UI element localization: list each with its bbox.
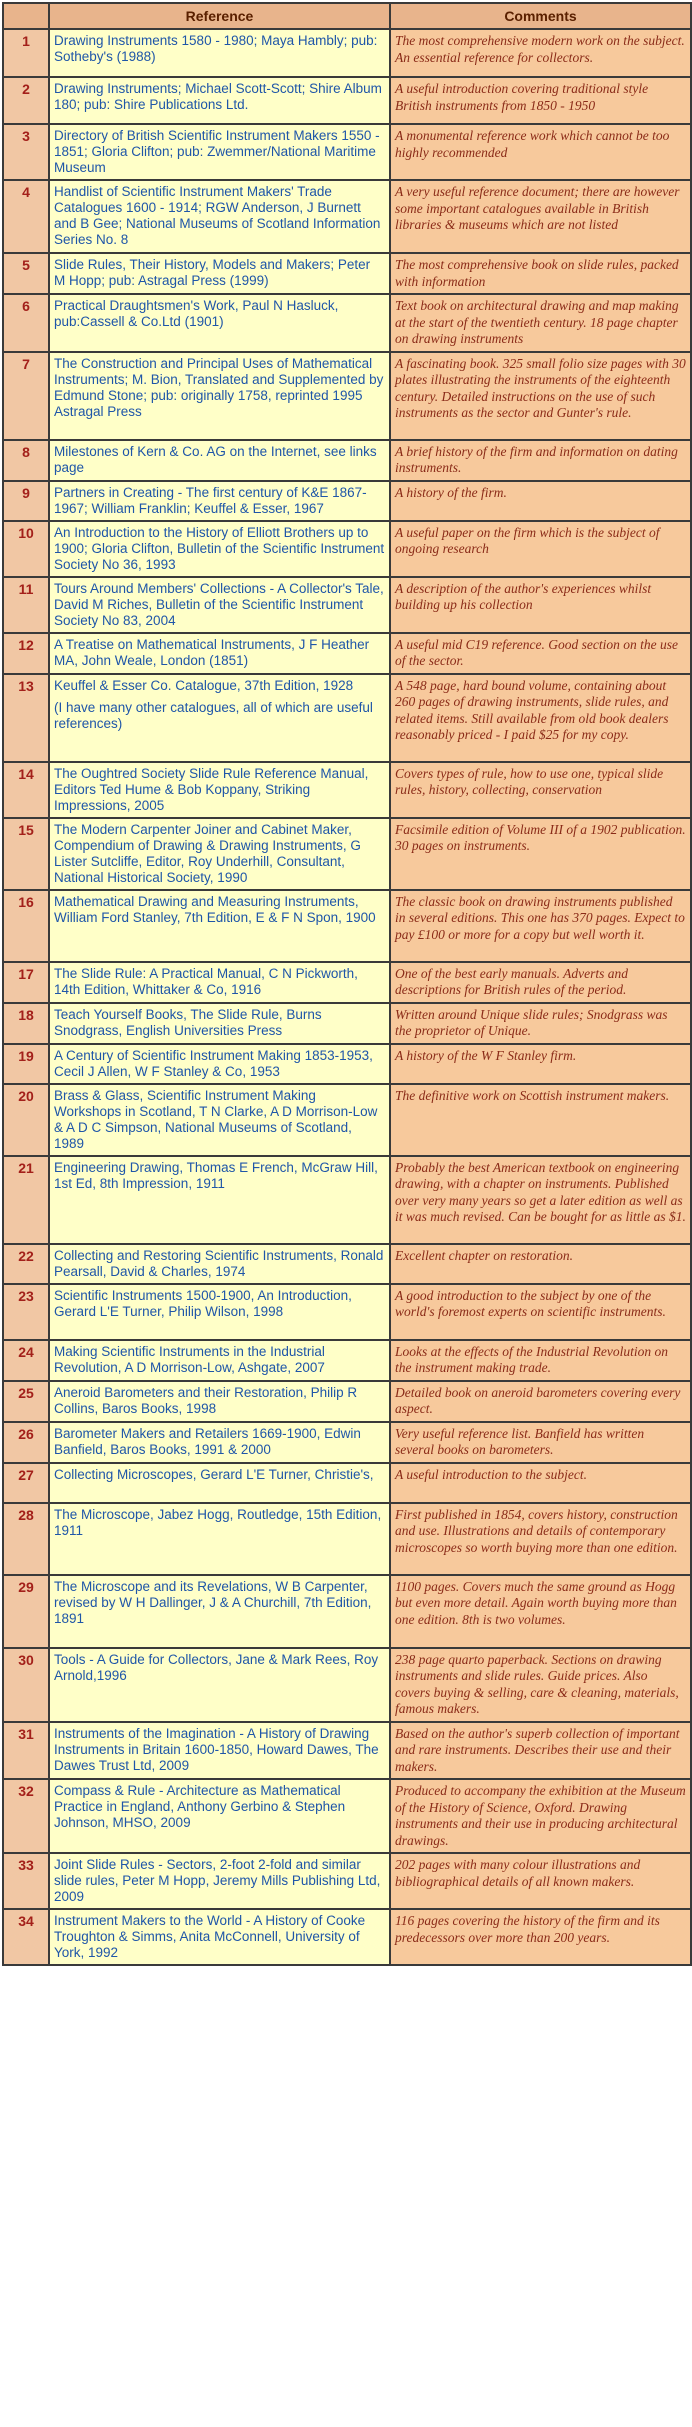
reference-text: Joint Slide Rules - Sectors, 2-foot 2-fold and similar slide rules, Peter M Hopp, Jeremy Mills Publishing Ltd, 2009 — [54, 1857, 381, 1904]
table-row — [3, 674, 691, 762]
row-number: 34 — [3, 1909, 49, 1965]
table-row — [3, 1853, 691, 1909]
reference-text: Drawing Instruments; Michael Scott-Scott; Shire Album 180; pub: Shire Publications Ltd. — [54, 81, 382, 112]
comment-cell: Looks at the effects of the Industrial Revolution on the instrument making trade. — [390, 1340, 691, 1381]
row-number: 4 — [3, 180, 49, 253]
reference-cell — [49, 1156, 390, 1244]
comment-cell: A useful introduction covering traditional style British instruments from 1850 - 1950 — [390, 77, 691, 124]
comment-cell: A monumental reference work which cannot be too highly recommended — [390, 124, 691, 180]
row-number: 13 — [3, 674, 49, 762]
reference-cell — [49, 1503, 390, 1575]
table-row — [3, 1422, 691, 1463]
reference-cell — [49, 1779, 390, 1853]
reference-text: A Treatise on Mathematical Instruments, J F Heather MA, John Weale, London (1851) — [54, 636, 370, 668]
comment-cell: Facsimile edition of Volume III of a 1902 publication. 30 pages on instruments. — [390, 818, 691, 890]
table-row — [3, 1084, 691, 1156]
reference-text: The Construction and Principal Uses of Mathematical Instruments; M. Bion, Translated and Supplemented by Edmund Stone; pub: originally 1758, reprinted 1995 Astragal Press — [54, 355, 384, 419]
reference-cell — [49, 1381, 390, 1422]
comment-cell: Detailed book on aneroid barometers covering every aspect. — [390, 1381, 691, 1422]
reference-cell — [49, 481, 390, 521]
comment-cell: A history of the firm. — [390, 481, 691, 521]
comment-cell: The most comprehensive book on slide rules, packed with information — [390, 253, 691, 294]
table-row — [3, 1503, 691, 1575]
row-number: 20 — [3, 1084, 49, 1156]
table-row — [3, 1003, 691, 1044]
row-number: 22 — [3, 1244, 49, 1284]
comment-cell: Based on the author's superb collection of important and rare instruments. Describes their use and their makers. — [390, 1722, 691, 1780]
row-number: 7 — [3, 352, 49, 440]
reference-text: A Century of Scientific Instrument Making 1853-1953, Cecil J Allen, W F Stanley & Co, 1953 — [54, 1047, 373, 1079]
row-number: 23 — [3, 1284, 49, 1340]
reference-text: Directory of British Scientific Instrument Makers 1550 - 1851; Gloria Clifton; pub: Zwemmer/National Maritime Museum — [54, 128, 380, 175]
comment-cell: Written around Unique slide rules; Snodgrass was the proprietor of Unique. — [390, 1003, 691, 1044]
reference-cell — [49, 1909, 390, 1965]
table-row — [3, 124, 691, 180]
comment-cell: Covers types of rule, how to use one, typical slide rules, history, collecting, conservation — [390, 762, 691, 818]
row-number: 3 — [3, 124, 49, 180]
reference-text: Instrument Makers to the World - A History of Cooke Troughton & Simms, Anita McConnell, University of York, 1992 — [54, 1913, 366, 1960]
reference-text: Instruments of the Imagination - A History of Drawing Instruments in Britain 1600-1850, Howard Dawes, The Dawes Trust Ltd, 2009 — [54, 1725, 379, 1773]
row-number: 9 — [3, 481, 49, 521]
table-row — [3, 1156, 691, 1244]
reference-note: (I have many other catalogues, all of which are useful references) — [54, 699, 373, 731]
reference-cell — [49, 521, 390, 577]
reference-cell — [49, 1003, 390, 1044]
reference-cell — [49, 1853, 390, 1909]
reference-text: Collecting Microscopes, Gerard L'E Turner, Christie's, — [54, 1466, 374, 1482]
table-row — [3, 1909, 691, 1965]
comment-cell: Probably the best American textbook on engineering drawing, with a chapter on instruments. Published over very many years so get a later edition as well as it was much revised. Can be bought for as little as $1. — [390, 1156, 691, 1244]
row-number: 16 — [3, 890, 49, 962]
table-row — [3, 253, 691, 294]
reference-text: The Microscope, Jabez Hogg, Routledge, 15th Edition, 1911 — [54, 1506, 382, 1538]
reference-cell — [49, 29, 390, 77]
comment-cell: First published in 1854, covers history, construction and use. Illustrations and details of contemporary microscopes so worth buying more than one edition. — [390, 1503, 691, 1575]
row-number: 12 — [3, 633, 49, 674]
reference-text: Aneroid Barometers and their Restoration, Philip R Collins, Baros Books, 1998 — [54, 1384, 358, 1416]
comment-cell: 1100 pages. Covers much the same ground as Hogg but even more detail. Again worth buying more than one edition. 8th is two volumes. — [390, 1575, 691, 1648]
reference-text: The Microscope and its Revelations, W B Carpenter, revised by W H Dallinger, J & A Churchill, 7th Edition, 1891 — [54, 1578, 372, 1626]
reference-text: Compass & Rule - Architecture as Mathematical Practice in England, Anthony Gerbino & Stephen Johnson, MHSO, 2009 — [54, 1783, 346, 1830]
reference-cell — [49, 1575, 390, 1648]
comment-cell: A useful introduction to the subject. — [390, 1463, 691, 1503]
comment-cell: Produced to accompany the exhibition at the Museum of the History of Science, Oxford. Drawing instruments and their use in producing architectural drawings. — [390, 1779, 691, 1853]
reference-text: Tours Around Members' Collections - A Collector's Tale, David M Riches, Bulletin of the Scientific Instrument Society No 83, 2004 — [54, 580, 384, 628]
table-row — [3, 890, 691, 962]
reference-cell — [49, 77, 390, 124]
table-row — [3, 633, 691, 674]
reference-cell — [49, 1463, 390, 1503]
row-number: 30 — [3, 1648, 49, 1722]
reference-text: Brass & Glass, Scientific Instrument Making Workshops in Scotland, T N Clarke, A D Morrison-Low & A D C Simpson, National Museums of Scotland, 1989 — [54, 1087, 378, 1151]
comment-cell: A useful mid C19 reference. Good section on the use of the sector. — [390, 633, 691, 674]
reference-text: Engineering Drawing, Thomas E French, McGraw Hill, 1st Ed, 8th Impression, 1911 — [54, 1159, 378, 1191]
reference-cell — [49, 890, 390, 962]
comment-cell: 238 page quarto paperback. Sections on drawing instruments and slide rules. Guide prices. Also covers buying & selling, care & cleaning, materials, famous makers. — [390, 1648, 691, 1722]
row-number: 26 — [3, 1422, 49, 1463]
row-number: 24 — [3, 1340, 49, 1381]
comment-cell: The definitive work on Scottish instrument makers. — [390, 1084, 691, 1156]
table-row — [3, 77, 691, 124]
reference-text: Tools - A Guide for Collectors, Jane & Mark Rees, Roy Arnold,1996 — [54, 1651, 379, 1683]
reference-cell — [49, 1084, 390, 1156]
row-number: 32 — [3, 1779, 49, 1853]
reference-text: Drawing Instruments 1580 - 1980; Maya Hambly; pub: Sotheby's (1988) — [54, 33, 378, 64]
references-table — [2, 2, 692, 1966]
reference-cell — [49, 1422, 390, 1463]
row-number: 19 — [3, 1044, 49, 1084]
comment-cell: A good introduction to the subject by one of the world's foremost experts on scientific instruments. — [390, 1284, 691, 1340]
row-number: 8 — [3, 440, 49, 481]
comment-cell: 116 pages covering the history of the firm and its predecessors over more than 200 years. — [390, 1909, 691, 1965]
reference-cell — [49, 577, 390, 633]
reference-cell — [49, 1284, 390, 1340]
row-number: 6 — [3, 294, 49, 352]
reference-cell — [49, 1044, 390, 1084]
table-row — [3, 1722, 691, 1780]
reference-cell — [49, 1244, 390, 1284]
reference-cell — [49, 633, 390, 674]
comment-cell: A description of the author's experiences whilst building up his collection — [390, 577, 691, 633]
table-row — [3, 1340, 691, 1381]
row-number: 11 — [3, 577, 49, 633]
reference-text: The Modern Carpenter Joiner and Cabinet Maker, Compendium of Drawing & Drawing Instruments, G Lister Sutcliffe, Editor, Roy Underhill, Consultant, National Historical Society, 1990 — [54, 821, 361, 885]
table-row — [3, 352, 691, 440]
reference-text: Mathematical Drawing and Measuring Instruments, William Ford Stanley, 7th Edition, E & F N Spon, 1900 — [54, 893, 376, 925]
table-row — [3, 818, 691, 890]
reference-text: An Introduction to the History of Elliott Brothers up to 1900; Gloria Clifton, Bulletin of the Scientific Instrument Society No 36, 1993 — [54, 524, 385, 572]
reference-cell — [49, 1340, 390, 1381]
table-row — [3, 1284, 691, 1340]
reference-cell — [49, 253, 390, 294]
reference-text: Practical Draughtsmen's Work, Paul N Hasluck, pub:Cassell & Co.Ltd (1901) — [54, 298, 339, 329]
row-number: 21 — [3, 1156, 49, 1244]
table-row — [3, 1779, 691, 1853]
row-number: 27 — [3, 1463, 49, 1503]
table-row — [3, 180, 691, 253]
table-row — [3, 577, 691, 633]
reference-text: Partners in Creating - The first century of K&E 1867-1967; William Franklin; Keuffel & Esser, 1967 — [54, 484, 367, 516]
reference-text: Slide Rules, Their History, Models and Makers; Peter M Hopp; pub: Astragal Press (1999) — [54, 257, 371, 288]
row-number: 29 — [3, 1575, 49, 1648]
row-number: 2 — [3, 77, 49, 124]
table-row — [3, 521, 691, 577]
row-number: 25 — [3, 1381, 49, 1422]
row-number: 5 — [3, 253, 49, 294]
reference-cell — [49, 1648, 390, 1722]
reference-cell — [49, 124, 390, 180]
comments-column-header: Comments — [390, 3, 691, 29]
reference-cell — [49, 440, 390, 481]
row-number: 15 — [3, 818, 49, 890]
comment-cell: The most comprehensive modern work on the subject. An essential reference for collectors. — [390, 29, 691, 77]
reference-text: Milestones of Kern & Co. AG on the Internet, see links page — [54, 443, 377, 475]
reference-text: Making Scientific Instruments in the Industrial Revolution, A D Morrison-Low, Ashgate, 2007 — [54, 1343, 325, 1375]
number-column-header — [3, 3, 49, 29]
reference-text: The Slide Rule: A Practical Manual, C N Pickworth, 14th Edition, Whittaker & Co, 1916 — [54, 965, 358, 997]
reference-cell — [49, 352, 390, 440]
row-number: 17 — [3, 962, 49, 1003]
comment-cell: Very useful reference list. Banfield has written several books on barometers. — [390, 1422, 691, 1463]
reference-cell — [49, 180, 390, 253]
comment-cell: 202 pages with many colour illustrations and bibliographical details of all known makers. — [390, 1853, 691, 1909]
comment-cell: A history of the W F Stanley firm. — [390, 1044, 691, 1084]
row-number: 10 — [3, 521, 49, 577]
reference-cell — [49, 674, 390, 762]
comment-cell: A very useful reference document; there are however some important catalogues available in British libraries & museums which are not listed — [390, 180, 691, 253]
reference-text: Collecting and Restoring Scientific Instruments, Ronald Pearsall, David & Charles, 1974 — [54, 1247, 384, 1279]
reference-cell — [49, 818, 390, 890]
reference-text: Scientific Instruments 1500-1900, An Introduction, Gerard L'E Turner, Philip Wilson, 1998 — [54, 1287, 352, 1319]
row-number: 14 — [3, 762, 49, 818]
table-row — [3, 29, 691, 77]
reference-text: The Oughtred Society Slide Rule Reference Manual, Editors Ted Hume & Bob Koppany, Striking Impressions, 2005 — [54, 765, 369, 813]
table-row — [3, 294, 691, 352]
comment-cell: One of the best early manuals. Adverts and descriptions for British rules of the period. — [390, 962, 691, 1003]
table-row — [3, 1044, 691, 1084]
comment-cell: Excellent chapter on restoration. — [390, 1244, 691, 1284]
reference-cell — [49, 294, 390, 352]
row-number: 31 — [3, 1722, 49, 1780]
reference-text: Handlist of Scientific Instrument Makers' Trade Catalogues 1600 - 1914; RGW Anderson, J Burnett and B Gee; National Museums of Scotland Information Series No. 8 — [54, 184, 381, 247]
reference-cell — [49, 962, 390, 1003]
row-number: 18 — [3, 1003, 49, 1044]
reference-cell — [49, 1722, 390, 1780]
table-row — [3, 1648, 691, 1722]
table-row — [3, 962, 691, 1003]
comment-cell: A 548 page, hard bound volume, containing about 260 pages of drawing instruments, slide rules, and related items. Still available from old book dealers reasonably priced - I paid $25 for my copy. — [390, 674, 691, 762]
table-row — [3, 1244, 691, 1284]
reference-text: Teach Yourself Books, The Slide Rule, Burns Snodgrass, English Universities Press — [54, 1006, 322, 1038]
comment-cell: The classic book on drawing instruments published in several editions. This one has 370 pages. Expect to pay £100 or more for a copy but well worth it. — [390, 890, 691, 962]
comment-cell: A fascinating book. 325 small folio size pages with 30 plates illustrating the instruments of the eighteenth century. Detailed instructions on the use of such instruments as the sector and Gunter's rule. — [390, 352, 691, 440]
table-row — [3, 440, 691, 481]
table-row — [3, 1381, 691, 1422]
comment-cell: Text book on architectural drawing and map making at the start of the twentieth century. 18 page chapter on drawing instruments — [390, 294, 691, 352]
table-row — [3, 1575, 691, 1648]
table-row — [3, 762, 691, 818]
reference-text: Barometer Makers and Retailers 1669-1900, Edwin Banfield, Baros Books, 1991 & 2000 — [54, 1425, 361, 1457]
comment-cell: A useful paper on the firm which is the subject of ongoing research — [390, 521, 691, 577]
row-number: 33 — [3, 1853, 49, 1909]
comment-cell: A brief history of the firm and information on dating instruments. — [390, 440, 691, 481]
reference-cell — [49, 762, 390, 818]
table-row — [3, 481, 691, 521]
header-row — [3, 3, 691, 29]
reference-text: Keuffel & Esser Co. Catalogue, 37th Edition, 1928 — [54, 677, 354, 693]
row-number: 1 — [3, 29, 49, 77]
reference-column-header: Reference — [49, 3, 390, 29]
table-row — [3, 1463, 691, 1503]
row-number: 28 — [3, 1503, 49, 1575]
